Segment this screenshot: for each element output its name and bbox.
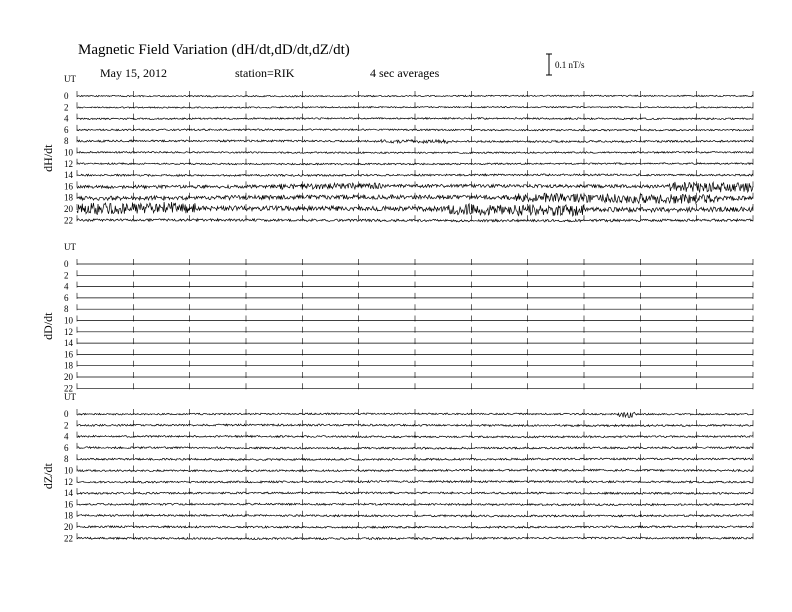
scale-bar [546, 54, 585, 75]
row-hour-label: 20 [64, 372, 73, 382]
row-hour-label: 6 [64, 124, 69, 135]
panel-label: dD/dt [41, 312, 55, 340]
row-hour-label: 0 [64, 409, 69, 419]
ut-axis-label: UT [64, 392, 76, 402]
panel-label: dZ/dt [41, 463, 55, 490]
row-hour-label: 8 [64, 136, 69, 147]
row-hour-label: 2 [64, 102, 69, 113]
row-hour-label: 2 [64, 270, 69, 281]
row-hour-label: 4 [64, 431, 69, 442]
panel-label: dH/dt [41, 144, 55, 172]
row-hour-label: 22 [64, 383, 73, 394]
row-hour-label: 4 [64, 281, 69, 292]
row-hour-label: 6 [64, 442, 69, 453]
row-hour-label: 0 [64, 259, 69, 269]
row-hour-label: 22 [64, 215, 73, 226]
row-hour-label: 8 [64, 454, 69, 465]
row-hour-label: 12 [64, 158, 73, 169]
panel-dh-dt [41, 74, 753, 225]
row-hour-label: 20 [64, 204, 73, 214]
row-hour-label: 20 [64, 522, 73, 532]
row-hour-label: 14 [64, 488, 73, 499]
scale-bar-label: 0.1 nT/s [555, 60, 585, 70]
row-hour-label: 6 [64, 292, 69, 303]
chart-title: Magnetic Field Variation (dH/dt,dD/dt,dZ/dt) [78, 42, 350, 58]
row-hour-label: 12 [64, 476, 73, 487]
row-hour-label: 14 [64, 338, 73, 349]
row-hour-label: 0 [64, 91, 69, 101]
row-hour-label: 16 [64, 499, 73, 510]
panel-dd-dt [41, 242, 753, 393]
row-hour-label: 10 [64, 315, 73, 326]
row-hour-label: 18 [64, 360, 73, 371]
ut-axis-label: UT [64, 74, 76, 84]
row-hour-label: 8 [64, 304, 69, 315]
row-hour-label: 18 [64, 192, 73, 203]
row-hour-label: 4 [64, 113, 69, 124]
ut-axis-label: UT [64, 242, 76, 252]
row-hour-label: 10 [64, 465, 73, 476]
date-label: May 15, 2012 [100, 66, 167, 80]
row-hour-label: 22 [64, 533, 73, 544]
row-hour-label: 18 [64, 510, 73, 521]
averaging-label: 4 sec averages [370, 66, 440, 80]
row-hour-label: 12 [64, 326, 73, 337]
panels [41, 74, 753, 543]
row-hour-label: 14 [64, 170, 73, 181]
panel-dz-dt [41, 392, 753, 543]
row-hour-label: 2 [64, 420, 69, 431]
row-hour-label: 16 [64, 349, 73, 360]
row-hour-label: 16 [64, 181, 73, 192]
row-hour-label: 10 [64, 147, 73, 158]
station-label: station=RIK [235, 66, 295, 80]
